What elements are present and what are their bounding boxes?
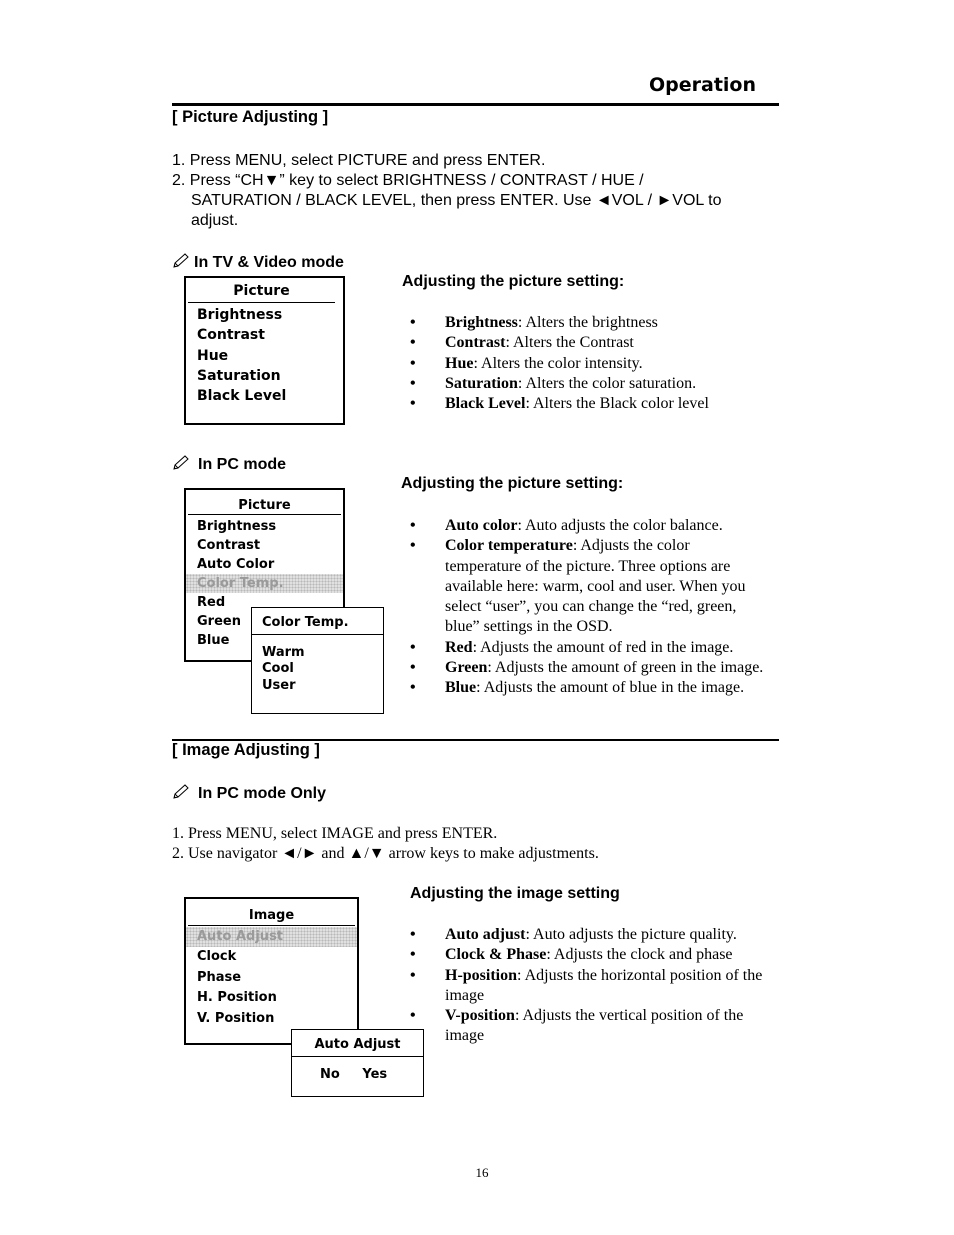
osd-item-contrast: Contrast	[197, 327, 265, 344]
osd-option-warm: Warm	[262, 645, 305, 660]
note-tv-video-mode-label: In TV & Video mode	[194, 254, 344, 271]
osd-picture-title: Picture	[188, 490, 341, 515]
bullet-hue: • Hue: Alters the color intensity.	[410, 354, 643, 372]
bullets-tv-mode	[410, 313, 790, 414]
osd-option-user: User	[262, 677, 296, 693]
bullet-clock-phase: • Clock & Phase: Adjusts the clock and phase	[410, 946, 733, 964]
osd-item-green: Green	[197, 614, 241, 629]
osd-item-hue: Hue	[197, 347, 229, 364]
osd-option-no: No	[320, 1067, 340, 1082]
bullet-red: • Red: Adjusts the amount of red in the image.	[410, 638, 734, 656]
note-pc-mode-only	[172, 784, 326, 803]
picture-step-1: 1. Press MENU, select PICTURE and press ENTER.	[172, 152, 546, 169]
osd-item-auto-color: Auto Color	[197, 557, 275, 572]
osd-picture-menu-tv	[184, 276, 345, 425]
osd-image-menu	[184, 897, 359, 1045]
picture-step-2: 2. Press “CH▼” key to select BRIGHTNESS / CONTRAST / HUE /	[172, 172, 644, 189]
osd-item-black-level: Black Level	[197, 388, 287, 405]
note-pc-mode-only-label: In PC mode Only	[198, 785, 327, 802]
osd-item-color-temp-highlighted: Color Temp.	[186, 574, 343, 593]
osd-item-red: Red	[197, 595, 226, 610]
osd-option-yes: Yes	[362, 1067, 388, 1082]
osd-item-auto-adjust-highlighted: Auto Adjust	[186, 927, 357, 947]
heading-adjusting-image: Adjusting the image setting	[410, 885, 620, 902]
osd-item-v-position: V. Position	[197, 1010, 275, 1026]
pencil-icon	[172, 253, 190, 269]
bullet-v-position: • V-position: Adjusts the vertical position of the image	[410, 1007, 744, 1045]
osd-color-temp-submenu	[251, 607, 384, 714]
osd-item-brightness: Brightness	[197, 519, 277, 534]
osd-item-contrast: Contrast	[197, 538, 261, 553]
bullet-h-position: • H-position: Adjusts the horizontal position of the image	[410, 966, 763, 1004]
osd-picture-title: Picture	[188, 278, 335, 303]
pencil-icon	[172, 784, 190, 800]
bullet-contrast: • Contrast: Alters the Contrast	[410, 334, 634, 352]
osd-item-saturation: Saturation	[197, 367, 281, 384]
osd-auto-adjust-submenu	[291, 1029, 424, 1097]
osd-option-cool: Cool	[262, 661, 294, 677]
bullet-saturation: • Saturation: Alters the color saturation.	[410, 374, 697, 392]
osd-image-title: Image	[188, 899, 355, 926]
bullet-blue: • Blue: Adjusts the amount of blue in the image.	[410, 679, 745, 697]
bullet-auto-adjust: • Auto adjust: Auto adjusts the picture quality.	[410, 926, 737, 943]
note-pc-mode-label: In PC mode	[198, 456, 287, 473]
image-step-2: 2. Use navigator ◄/► and ▲/▼ arrow keys to make adjustments.	[172, 845, 599, 862]
heading-adjusting-picture-tv: Adjusting the picture setting:	[402, 273, 625, 290]
osd-item-phase: Phase	[197, 969, 242, 985]
osd-auto-adjust-title: Auto Adjust	[292, 1030, 423, 1057]
picture-steps	[172, 151, 722, 231]
bullet-green: • Green: Adjusts the amount of green in the image.	[410, 659, 764, 677]
osd-item-brightness: Brightness	[197, 307, 283, 323]
header-rule	[172, 103, 779, 106]
picture-step-2-cont: SATURATION / BLACK LEVEL, then press ENTER. Use ◄VOL / ►VOL to	[191, 192, 722, 209]
osd-item-h-position: H. Position	[197, 990, 277, 1006]
bullet-color-temperature: • Color temperature: Adjusts the color temperature of the picture. Three options are available here: warm, cool and user. When you select “user”, you can change the “red, green, blue” settings in the OSD.	[410, 537, 746, 636]
bullets-image	[410, 925, 800, 1047]
section-title-picture: [ Picture Adjusting ]	[172, 108, 329, 126]
page-header-title: Operation	[648, 74, 756, 96]
osd-item-clock: Clock	[197, 949, 237, 965]
heading-adjusting-picture-pc: Adjusting the picture setting:	[401, 475, 624, 492]
bullet-brightness: • Brightness: Alters the brightness	[410, 314, 658, 331]
osd-color-temp-title: Color Temp.	[252, 608, 383, 635]
bullet-auto-color: • Auto color: Auto adjusts the color balance.	[410, 517, 723, 534]
image-step-1: 1. Press MENU, select IMAGE and press ENTER.	[172, 825, 498, 842]
pencil-icon	[172, 455, 190, 471]
osd-item-blue: Blue	[197, 633, 230, 648]
picture-step-2-cont2: adjust.	[191, 212, 239, 229]
section-title-image: [ Image Adjusting ]	[172, 741, 320, 759]
bullets-pc-mode	[410, 516, 800, 699]
bullet-black-level: • Black Level: Alters the Black color level	[410, 395, 709, 413]
page-number: 16	[475, 1165, 489, 1180]
image-steps	[172, 824, 599, 864]
note-pc-mode	[172, 455, 286, 474]
note-tv-video-mode	[172, 253, 344, 272]
